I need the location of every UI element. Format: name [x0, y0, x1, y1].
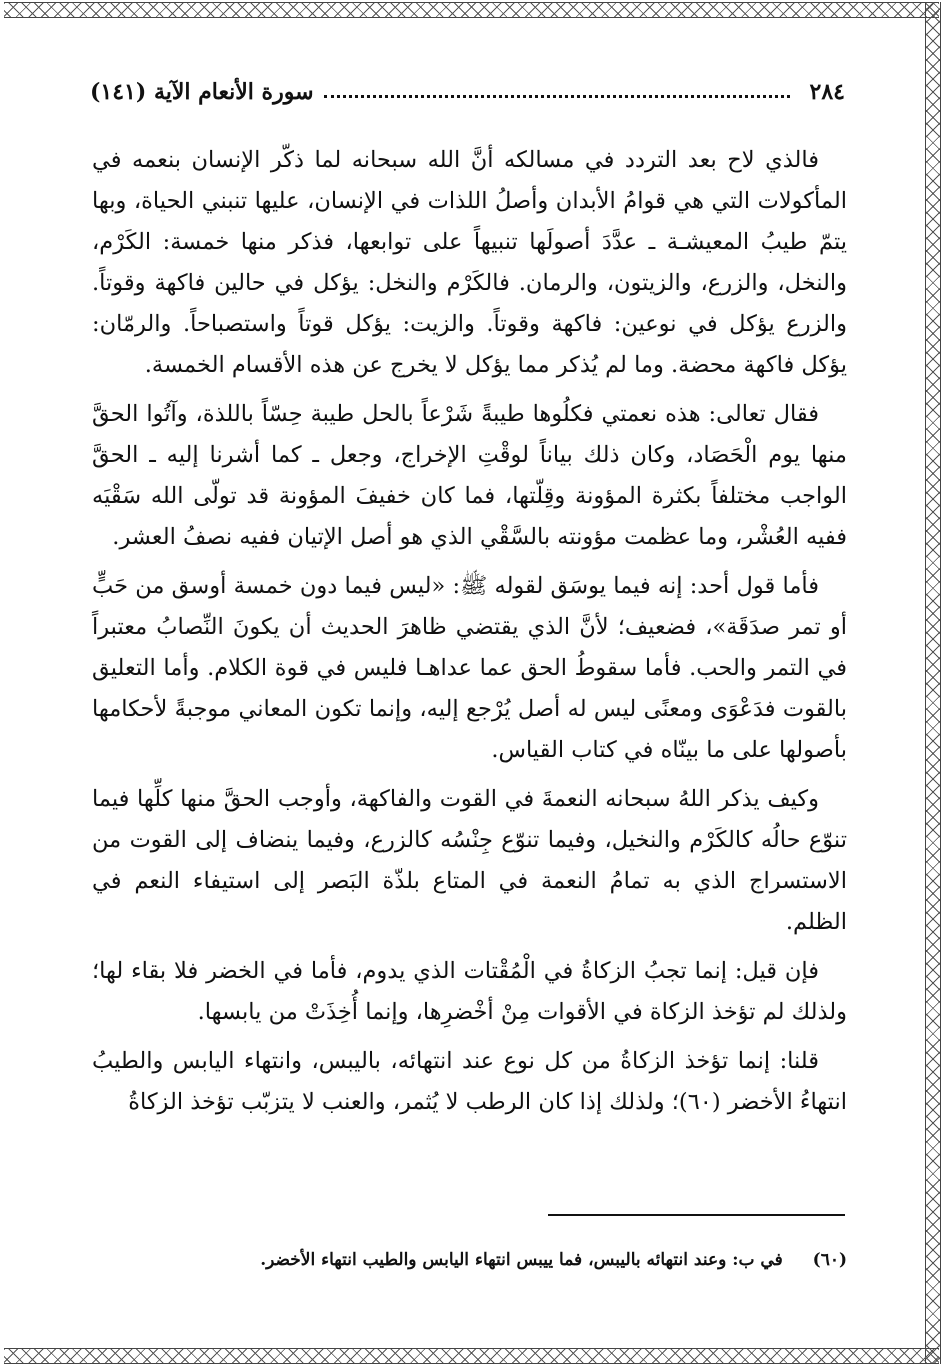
paragraph: قلنا: إنما تؤخذ الزكاةُ من كل نوع عند انتهائه، باليبس، وانتهاء اليابس والطيبُ انتهاءُ الأخضر (٦٠)؛ ولذلك إذا كان الرطب لا يُثمر، والعنب لا يتزبّب تؤخذ الزكاةُ: [92, 1048, 847, 1115]
main-text: [92, 140, 847, 1131]
decorative-border-top: [4, 2, 939, 18]
paragraph: فالذي لاح بعد التردد في مسالكه أنَّ الله سبحانه لما ذكّر الإنسان بنعمه في المأكولات التي هي قوامُ الأبدان وأصلُ اللذات في الإنسان، عليها تنبني الحياة، وبها يتمّ طيبُ المعيشـة ـ عدَّدَ أصولَها تنبيهاً على توابعها، فذكر منها خمسة: الكَرْم، والنخل، والزرع، والزيتون، والرمان. فالكَرْم والنخل: يؤكل في حالين فاكهة وقوتاً. والزرع يؤكل في نوعين: فاكهة وقوتاً. والزيت: يؤكل قوتاً واستصباحاً. والرمّان: يؤكل فاكهة محضة. وما لم يُذكر مما يؤكل لا يخرج عن هذه الأقسام الخمسة.: [92, 147, 847, 378]
paragraph: فقال تعالى: هذه نعمتي فكلُوها طيبةً شَرْعاً بالحل طيبة حِسّاً باللذة، وآتُوا الحقَّ منها يوم الْحَصَاد، وكان ذلك بياناً لوقْتِ الإخراج، وجعل ـ كما أشرنا إليه ـ الحقَّ الواجب مختلفاً بكثرة المؤونة وقِلّتها، فما كان خفيفَ المؤونة قد تولّى الله سَقْيَه ففيه العُشْر، وما عظمت مؤونته بالسَّقْي الذي هو أصل الإتيان ففيه نصفُ العشر.: [92, 401, 847, 550]
footnote: [250, 1246, 847, 1274]
footnote-text: في ب: وعند انتهائه باليبس، فما ييبس انتهاء اليابس والطيب انتهاء الأخضر.: [260, 1250, 783, 1270]
footnote-number: (٦٠): [812, 1250, 847, 1270]
running-title: سورة الأنعام الآية (١٤١): [90, 79, 314, 105]
footnote-separator: [548, 1214, 845, 1216]
decorative-border-bottom: [4, 1348, 939, 1364]
header-dotted-leader: [324, 95, 790, 98]
paragraph: فأما قول أحد: إنه فيما يوسَق لقوله ﷺ: «ليس فيما دون خمسة أوسق من حَبٍّ أو تمر صدَقَة»، فضعيف؛ لأنَّ الذي يقتضي ظاهرَ الحديث أن يكونَ النِّصابُ معتبراً في التمر والحب. فأما سقوطُ الحق عما عداهـا فليس في قوة الكلام. وأما التعليق بالقوت فدَعْوَى ومعنًى ليس له أصل يُرْجع إليه، وإنما تكون المعاني موجبةً لأحكامها بأصولها على ما بينّاه في كتاب القياس.: [92, 573, 847, 763]
paragraph: وكيف يذكر اللهُ سبحانه النعمةَ في القوت والفاكهة، وأوجب الحقَّ منها كلِّها فيما تنوّع حالُه كالكَرْم والنخيل، وفيما تنوّع جِنْسُه كالزرع، وفيما ينضاف إلى القوت من الاستسراج الذي به تمامُ النعمة في المتاع بلذّة البَصر إلى استيفاء النعم في الظلم.: [92, 786, 847, 935]
page-header: [90, 72, 845, 112]
decorative-border-right: [925, 2, 941, 1364]
paragraph: فإن قيل: إنما تجبُ الزكاةُ في الْمُقْتات الذي يدوم، فأما في الخضر فلا بقاء لها؛ ولذلك لم تؤخذ الزكاة في الأقوات مِنْ أخْضرِها، وإنما أُخِذَتْ من يابسها.: [92, 958, 847, 1025]
page-number: ٢٨٤: [809, 79, 845, 105]
